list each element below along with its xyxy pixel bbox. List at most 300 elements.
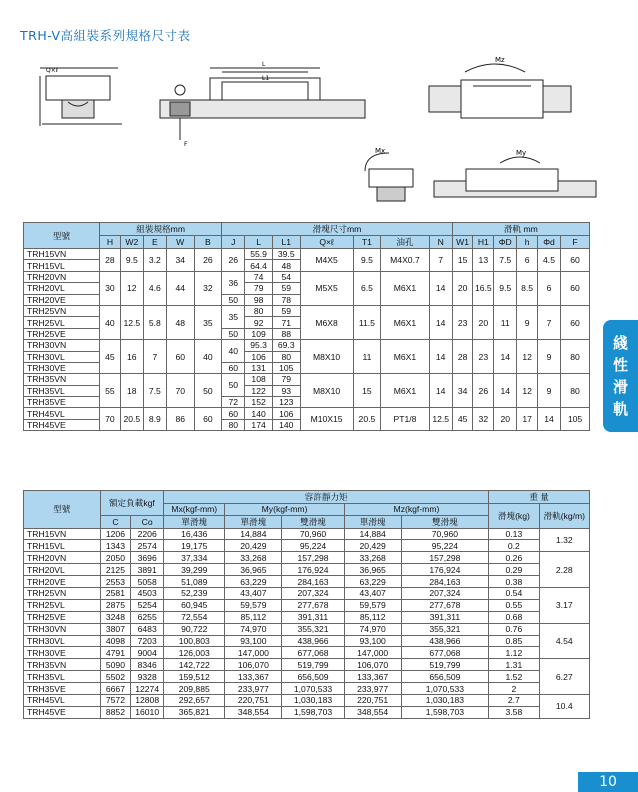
model-cell: TRH25VN (24, 305, 100, 316)
table-cell: 28 (452, 340, 473, 374)
table-cell: 133,367 (344, 671, 401, 683)
model-cell: TRH20VL (24, 283, 100, 294)
table-cell: 7 (429, 249, 452, 272)
table-cell: 33,268 (344, 552, 401, 564)
table-cell: 12.5 (429, 408, 452, 431)
table-cell: 40 (100, 305, 121, 339)
table-cell: 2875 (100, 599, 131, 611)
table-cell: 677,068 (282, 647, 344, 659)
table-cell: 131 (245, 362, 273, 373)
svg-text:My: My (516, 149, 527, 157)
table-cell: 11 (494, 305, 517, 339)
table-cell: 123 (272, 397, 300, 408)
table-cell: 7.5 (494, 249, 517, 272)
table-cell: 48 (272, 260, 300, 271)
table-cell: 1343 (100, 540, 131, 552)
front-view-drawing (38, 62, 130, 134)
table-cell: 2581 (100, 587, 131, 599)
table-cell: M4X0.7 (381, 249, 429, 272)
table-cell: 35 (194, 305, 222, 339)
table-cell: 45 (100, 340, 121, 374)
table-cell: 95.3 (245, 340, 273, 351)
header-cell: 容許靜力矩 (164, 491, 489, 504)
table-cell: 74,970 (344, 623, 401, 635)
table-row (24, 635, 590, 647)
rail-weight-cell: 10.4 (539, 694, 589, 718)
table-cell: 92 (245, 317, 273, 328)
table-cell: 220,751 (225, 694, 282, 706)
svg-text:L: L (262, 61, 266, 68)
model-cell: TRH45VE (24, 706, 101, 718)
table-cell: 122 (245, 385, 273, 396)
table-cell: 23 (473, 340, 494, 374)
table-cell: 233,977 (344, 683, 401, 695)
table-cell: 74 (245, 271, 273, 282)
table-cell: 50 (222, 294, 245, 305)
table-cell: 9004 (131, 647, 164, 659)
table-row (24, 647, 590, 659)
header-cell: W2 (120, 236, 143, 249)
table-cell: 85,112 (225, 611, 282, 623)
table-row (24, 408, 590, 419)
table-cell: 40 (222, 340, 245, 363)
table-cell: 80 (561, 374, 590, 408)
table-cell: 106 (245, 351, 273, 362)
table-cell: 55 (100, 374, 121, 408)
model-cell: TRH15VL (24, 260, 100, 271)
table-cell: 348,554 (344, 706, 401, 718)
table-cell: 60 (194, 408, 222, 431)
table-cell: 5.8 (143, 305, 166, 339)
table-cell: M6X1 (381, 374, 429, 408)
table-row (24, 683, 590, 695)
table-cell: 50 (222, 374, 245, 397)
table-cell: 3891 (131, 564, 164, 576)
table-cell: 1,598,703 (401, 706, 489, 718)
table-cell: 3807 (100, 623, 131, 635)
table-cell: 63,229 (225, 576, 282, 588)
header-cell: 組裝規格mm (100, 223, 222, 236)
table-cell: 33,268 (225, 552, 282, 564)
table-cell: 391,311 (401, 611, 489, 623)
table-cell: 391,311 (282, 611, 344, 623)
table-cell: 12 (120, 271, 143, 305)
svg-text:Mz: Mz (495, 56, 505, 64)
table-cell: 70,960 (401, 528, 489, 540)
table-cell: 44 (166, 271, 194, 305)
table-row (24, 576, 590, 588)
table-cell: 39.5 (272, 249, 300, 260)
table-cell: 220,751 (344, 694, 401, 706)
header-cell: 額定負載kgf (100, 491, 163, 516)
table-cell: 45 (452, 408, 473, 431)
table-cell: 7 (143, 340, 166, 374)
table-cell: 2125 (100, 564, 131, 576)
rail-weight-cell: 2.28 (539, 552, 589, 588)
table-cell: 26 (194, 249, 222, 272)
header-cell: My(kgf-mm) (225, 503, 344, 516)
table-cell: 1.12 (489, 647, 539, 659)
header-cell: E (143, 236, 166, 249)
table-cell: 4791 (100, 647, 131, 659)
table-cell: 60 (561, 249, 590, 272)
table-cell: 88 (272, 328, 300, 339)
mx-view-drawing (355, 145, 425, 207)
table-cell: 157,298 (282, 552, 344, 564)
table-cell: 11.5 (353, 305, 381, 339)
table-cell: 12808 (131, 694, 164, 706)
table-cell: 93 (272, 385, 300, 396)
table-cell: 0.29 (489, 564, 539, 576)
model-cell: TRH35VL (24, 385, 100, 396)
table-cell: 1,070,533 (401, 683, 489, 695)
header-cell: H1 (473, 236, 494, 249)
table-cell: 5254 (131, 599, 164, 611)
table-cell: 14 (429, 374, 452, 408)
table-cell: M6X1 (381, 340, 429, 374)
table-cell: 152 (245, 397, 273, 408)
table-cell: 142,722 (164, 659, 225, 671)
table-row (24, 587, 590, 599)
header-cell: ΦD (494, 236, 517, 249)
table-cell: 0.54 (489, 587, 539, 599)
table-cell: 3.58 (489, 706, 539, 718)
table-cell: 140 (272, 419, 300, 430)
table-cell: 100,803 (164, 635, 225, 647)
header-cell: 油孔 (381, 236, 429, 249)
table-cell: 14,884 (344, 528, 401, 540)
table-cell: 277,678 (401, 599, 489, 611)
table-cell: 147,000 (344, 647, 401, 659)
table-cell: 7572 (100, 694, 131, 706)
header-cell: 重 量 (489, 491, 590, 504)
table-cell: 80 (561, 340, 590, 374)
table-cell: 8852 (100, 706, 131, 718)
table-cell: 54 (272, 271, 300, 282)
table-cell: 52,239 (164, 587, 225, 599)
table-cell: 70 (166, 374, 194, 408)
table-cell: 16 (120, 340, 143, 374)
table-cell: 59,579 (225, 599, 282, 611)
table-cell: 70 (100, 408, 121, 431)
table-cell: 15 (353, 374, 381, 408)
table-cell: M8X10 (300, 374, 353, 408)
table-cell: 4098 (100, 635, 131, 647)
table-cell: 0.38 (489, 576, 539, 588)
model-cell: TRH15VL (24, 540, 101, 552)
table-cell: 4.5 (537, 249, 560, 272)
table-cell: 2574 (131, 540, 164, 552)
table-cell: 8346 (131, 659, 164, 671)
table-row (24, 706, 590, 718)
header-cell: Φd (537, 236, 560, 249)
table-cell: 106,070 (344, 659, 401, 671)
table-cell: 32 (473, 408, 494, 431)
svg-text:L1: L1 (262, 75, 270, 82)
table-cell: 106 (272, 408, 300, 419)
table-cell: 147,000 (225, 647, 282, 659)
model-cell: TRH20VN (24, 552, 101, 564)
table-cell: 72,554 (164, 611, 225, 623)
model-cell: TRH45VL (24, 408, 100, 419)
table-cell: 2553 (100, 576, 131, 588)
table-cell: 6 (537, 271, 560, 305)
table-cell: 1,030,183 (282, 694, 344, 706)
table-cell: 95,224 (401, 540, 489, 552)
table-cell: 26 (473, 374, 494, 408)
table-cell: 50 (194, 374, 222, 408)
table-cell: 80 (245, 305, 273, 316)
table-cell: 656,509 (282, 671, 344, 683)
table-cell: 0.2 (489, 540, 539, 552)
table-cell: 98 (245, 294, 273, 305)
header-cell: T1 (353, 236, 381, 249)
table-cell: 105 (561, 408, 590, 431)
table-row (24, 528, 590, 540)
table-cell: 95,224 (282, 540, 344, 552)
table-cell: 59 (272, 283, 300, 294)
table-cell: 519,799 (282, 659, 344, 671)
table-cell: 5502 (100, 671, 131, 683)
header-cell: 滑塊(kg) (489, 503, 539, 528)
model-cell: TRH25VN (24, 587, 101, 599)
header-cell: 滑軌(kg/m) (539, 503, 589, 528)
table-cell: 12 (517, 340, 538, 374)
table-cell: 28 (100, 249, 121, 272)
table-cell: 9328 (131, 671, 164, 683)
table-row (24, 236, 590, 249)
model-cell: TRH45VL (24, 694, 101, 706)
table-row (24, 564, 590, 576)
table-cell: 60 (222, 408, 245, 419)
table-cell: 9.5 (494, 271, 517, 305)
table-row (24, 271, 590, 282)
side-tab-char: 軌 (612, 400, 628, 418)
dimension-table (23, 222, 590, 431)
model-cell: TRH45VE (24, 419, 100, 430)
model-cell: TRH30VN (24, 340, 100, 351)
header-cell: C (100, 516, 131, 529)
table-row (24, 305, 590, 316)
table-cell: 63,229 (344, 576, 401, 588)
table-cell: PT1/8 (381, 408, 429, 431)
header-cell: 型號 (24, 491, 101, 529)
header-cell: 雙滑塊 (401, 516, 489, 529)
table-cell: 438,966 (401, 635, 489, 647)
header-cell: 型號 (24, 223, 100, 249)
page-title: TRH-V高組裝系列規格尺寸表 (20, 28, 191, 43)
table-cell: 9 (537, 374, 560, 408)
model-cell: TRH35VN (24, 659, 101, 671)
table-row (24, 659, 590, 671)
table-cell: 36,965 (344, 564, 401, 576)
load-table (23, 490, 590, 719)
table-cell: 176,924 (401, 564, 489, 576)
table-cell: 0.85 (489, 635, 539, 647)
table-cell: 4.6 (143, 271, 166, 305)
table-cell: M6X8 (300, 305, 353, 339)
table-row (24, 540, 590, 552)
side-tab-char: 綫 (612, 334, 628, 352)
table-cell: 32 (194, 271, 222, 305)
table-cell: 3.2 (143, 249, 166, 272)
header-cell: 單滑塊 (225, 516, 282, 529)
table-cell: 39,299 (164, 564, 225, 576)
table-cell: 133,367 (225, 671, 282, 683)
table-row (24, 599, 590, 611)
header-cell: L1 (272, 236, 300, 249)
table-cell: 59 (272, 305, 300, 316)
table-cell: 8.5 (517, 271, 538, 305)
table-cell: 140 (245, 408, 273, 419)
model-cell: TRH35VL (24, 671, 101, 683)
table-cell: 18 (120, 374, 143, 408)
header-cell: Mz(kgf-mm) (344, 503, 489, 516)
table-row (24, 374, 590, 385)
rail-weight-cell: 3.17 (539, 587, 589, 623)
table-cell: 8.9 (143, 408, 166, 431)
table-cell: 40 (194, 340, 222, 374)
page-number: 10 (578, 772, 638, 792)
model-cell: TRH15VN (24, 249, 100, 260)
table-cell: 5090 (100, 659, 131, 671)
table-cell: 14 (429, 305, 452, 339)
table-cell: 20.5 (120, 408, 143, 431)
table-cell: 20 (452, 271, 473, 305)
table-cell: 438,966 (282, 635, 344, 647)
header-cell: Mx(kgf-mm) (164, 503, 225, 516)
table-cell: 12 (517, 374, 538, 408)
table-cell: 6667 (100, 683, 131, 695)
table-cell: 16010 (131, 706, 164, 718)
table-cell: 15 (452, 249, 473, 272)
table-cell: 23 (452, 305, 473, 339)
table-row (24, 611, 590, 623)
table-cell: 3248 (100, 611, 131, 623)
table-cell: 9 (517, 305, 538, 339)
header-cell: H (100, 236, 121, 249)
table-cell: M6X1 (381, 305, 429, 339)
header-cell: J (222, 236, 245, 249)
header-cell: B (194, 236, 222, 249)
model-cell: TRH20VN (24, 271, 100, 282)
header-cell: Co (131, 516, 164, 529)
table-cell: 0.68 (489, 611, 539, 623)
table-cell: 105 (272, 362, 300, 373)
table-cell: 207,324 (282, 587, 344, 599)
model-cell: TRH30VE (24, 647, 101, 659)
table-cell: 50 (222, 328, 245, 339)
table-cell: 34 (166, 249, 194, 272)
rail-weight-cell: 6.27 (539, 659, 589, 695)
table-cell: 20,429 (225, 540, 282, 552)
table-cell: 2206 (131, 528, 164, 540)
table-cell: 85,112 (344, 611, 401, 623)
table-row (24, 340, 590, 351)
svg-text:Mx: Mx (375, 147, 386, 155)
model-cell: TRH25VE (24, 328, 100, 339)
table-cell: 6 (517, 249, 538, 272)
table-cell: 16.5 (473, 271, 494, 305)
header-cell: W (166, 236, 194, 249)
table-cell: 60 (166, 340, 194, 374)
side-view-drawing (150, 60, 370, 148)
table-row (24, 223, 590, 236)
mz-view-drawing (425, 50, 575, 130)
table-cell: 9.5 (353, 249, 381, 272)
table-cell: 157,298 (401, 552, 489, 564)
model-cell: TRH35VN (24, 374, 100, 385)
table-cell: 20 (494, 408, 517, 431)
table-cell: 677,068 (401, 647, 489, 659)
table-cell: 30 (100, 271, 121, 305)
table-cell: 14 (494, 374, 517, 408)
table-cell: 277,678 (282, 599, 344, 611)
rail-weight-cell: 4.54 (539, 623, 589, 659)
table-cell: 2.7 (489, 694, 539, 706)
table-cell: 355,321 (282, 623, 344, 635)
table-cell: 59,579 (344, 599, 401, 611)
table-row (24, 552, 590, 564)
table-row (24, 249, 590, 260)
table-cell: 37,334 (164, 552, 225, 564)
model-cell: TRH30VE (24, 362, 100, 373)
table-cell: 2 (489, 683, 539, 695)
table-cell: 1.52 (489, 671, 539, 683)
table-cell: M10X15 (300, 408, 353, 431)
table-cell: 1,030,183 (401, 694, 489, 706)
side-category-tab (603, 320, 638, 432)
table-cell: 78 (272, 294, 300, 305)
table-cell: 7.5 (143, 374, 166, 408)
model-cell: TRH35VE (24, 397, 100, 408)
table-cell: 2050 (100, 552, 131, 564)
table-cell: 60 (561, 271, 590, 305)
table-cell: 74,970 (225, 623, 282, 635)
table-cell: 36,965 (225, 564, 282, 576)
table-cell: 292,657 (164, 694, 225, 706)
table-cell: 36 (222, 271, 245, 294)
table-cell: 60 (222, 362, 245, 373)
table-cell: 16,436 (164, 528, 225, 540)
table-cell: 71 (272, 317, 300, 328)
header-cell: h (517, 236, 538, 249)
model-cell: TRH20VE (24, 294, 100, 305)
table-cell: 14 (429, 271, 452, 305)
table-cell: 48 (166, 305, 194, 339)
model-cell: TRH25VE (24, 611, 101, 623)
header-cell: 滑塊尺寸mm (222, 223, 453, 236)
table-cell: 108 (245, 374, 273, 385)
table-cell: 79 (272, 374, 300, 385)
table-cell: 86 (166, 408, 194, 431)
model-cell: TRH30VL (24, 635, 101, 647)
table-cell: 355,321 (401, 623, 489, 635)
table-cell: 19,175 (164, 540, 225, 552)
table-cell: 3696 (131, 552, 164, 564)
header-cell: N (429, 236, 452, 249)
header-cell: F (561, 236, 590, 249)
table-cell: 12.5 (120, 305, 143, 339)
table-cell: 80 (272, 351, 300, 362)
table-cell: 14,884 (225, 528, 282, 540)
model-cell: TRH25VL (24, 599, 101, 611)
table-cell: 35 (222, 305, 245, 328)
table-cell: 0.26 (489, 552, 539, 564)
table-cell: 14 (537, 408, 560, 431)
table-cell: 20 (473, 305, 494, 339)
rail-weight-cell: 1.32 (539, 528, 589, 552)
